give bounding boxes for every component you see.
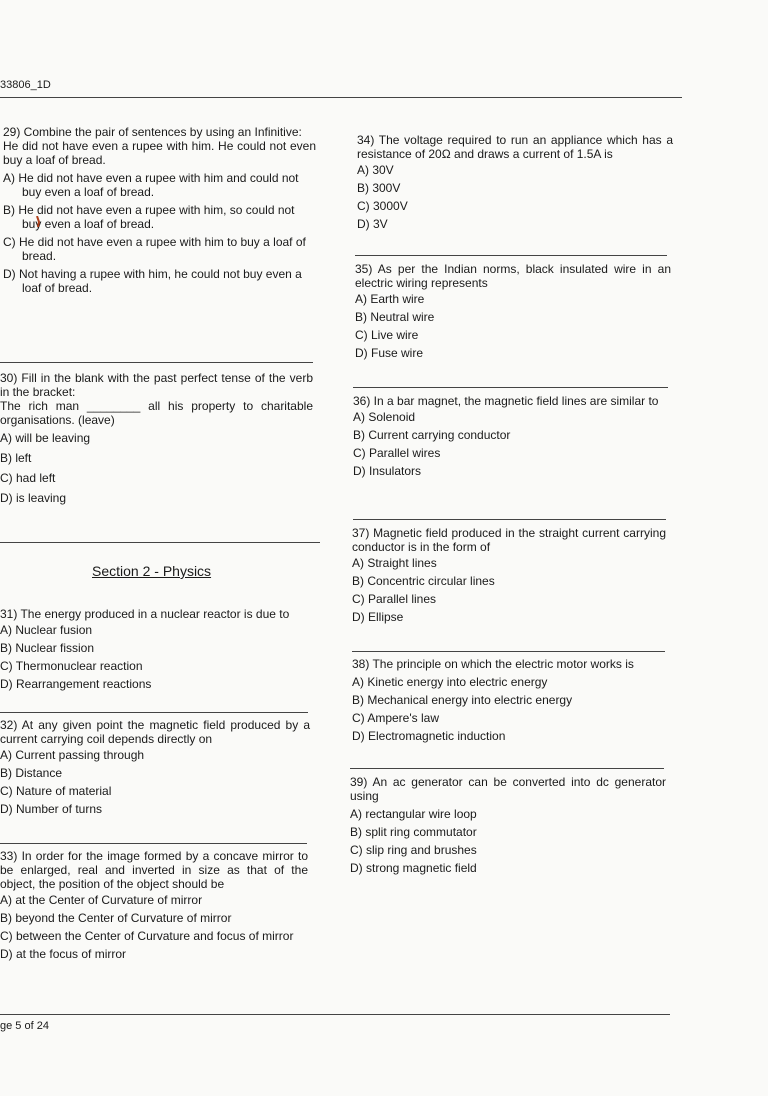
divider — [0, 843, 307, 844]
question-stem: 36) In a bar magnet, the magnetic field lines are similar to — [353, 394, 659, 408]
question-36 — [353, 394, 669, 478]
question-33 — [0, 849, 308, 961]
option-a: A) will be leaving — [0, 431, 91, 445]
page-number: ge 5 of 24 — [0, 1020, 49, 1032]
option-a: A) at the Center of Curvature of mirror — [0, 893, 203, 907]
option-a: A) rectangular wire loop — [350, 807, 477, 821]
option-a: A) Earth wire — [355, 292, 425, 306]
option-d: D) Fuse wire — [355, 346, 424, 360]
divider — [353, 519, 666, 520]
option-c: C) Nature of material — [0, 784, 112, 798]
option-b: B) split ring commutator — [350, 825, 477, 839]
question-stem: 35) As per the Indian norms, black insulated wire in an electric wiring represents — [355, 262, 671, 290]
option-d: D) Electromagnetic induction — [352, 729, 506, 743]
question-stem: 31) The energy produced in a nuclear reactor is due to — [0, 607, 290, 621]
divider — [350, 768, 664, 769]
option-b: B) beyond the Center of Curvature of mirror — [0, 911, 232, 925]
option-d: D) Number of turns — [0, 802, 103, 816]
question-35 — [355, 262, 671, 360]
option-d: D) strong magnetic field — [350, 861, 477, 875]
question-39 — [350, 775, 666, 875]
question-stem: 39) An ac generator can be converted into dc generator using — [350, 775, 666, 803]
question-stem: 30) Fill in the blank with the past perfect tense of the verb in the bracket: The rich man ________ all his property to charitable organisations. (leave) — [0, 371, 313, 427]
option-c: C) Ampere's law — [352, 711, 439, 725]
option-c: C) Parallel wires — [353, 446, 441, 460]
option-b: B) Nuclear fission — [0, 641, 95, 655]
question-stem: 38) The principle on which the electric motor works is — [352, 657, 634, 671]
document-code: 33806_1D — [0, 79, 51, 91]
divider — [353, 387, 668, 388]
divider — [0, 712, 308, 713]
option-d: D) Ellipse — [352, 610, 404, 624]
question-stem: 33) In order for the image formed by a concave mirror to be enlarged, real and inverted in size as that of the object, the position of the object should be — [0, 849, 308, 891]
question-32 — [0, 718, 310, 816]
option-d: D) Not having a rupee with him, he could not buy even a loaf of bread. — [3, 267, 302, 295]
divider — [0, 542, 320, 543]
option-a: A) Straight lines — [352, 556, 437, 570]
footer-rule — [0, 1014, 670, 1015]
question-29 — [3, 125, 316, 295]
option-c: C) He did not have even a rupee with him to buy a loaf of bread. — [3, 235, 306, 263]
option-d: D) at the focus of mirror — [0, 947, 127, 961]
option-c: C) Live wire — [355, 328, 419, 342]
question-38 — [352, 657, 668, 743]
divider — [352, 651, 665, 652]
option-d: D) Rearrangement reactions — [0, 677, 152, 691]
option-b: B) Distance — [0, 766, 63, 780]
option-c: C) between the Center of Curvature and focus of mirror — [0, 929, 294, 943]
header-rule — [0, 97, 682, 98]
divider — [355, 255, 667, 256]
option-c: C) Thermonuclear reaction — [0, 659, 143, 673]
section-title: Section 2 - Physics — [92, 563, 212, 579]
question-stem: 37) Magnetic field produced in the straight current carrying conductor is in the form of — [352, 526, 666, 554]
option-b: B) Mechanical energy into electric energy — [352, 693, 573, 707]
question-stem: 34) The voltage required to run an appliance which has a resistance of 20Ω and draws a current of 1.5A is — [357, 133, 673, 161]
option-b: B) Current carrying conductor — [353, 428, 511, 442]
option-b: B) 300V — [357, 181, 401, 195]
option-a: A) He did not have even a rupee with him and could not buy even a loaf of bread. — [3, 171, 299, 199]
question-37 — [352, 526, 666, 624]
option-c: C) Parallel lines — [352, 592, 437, 606]
option-b: B) Concentric circular lines — [352, 574, 495, 588]
option-d: D) 3V — [357, 217, 388, 231]
option-b: B) Neutral wire — [355, 310, 435, 324]
option-a: A) Current passing through — [0, 748, 145, 762]
option-a: A) Solenoid — [353, 410, 416, 424]
divider — [0, 362, 313, 363]
option-c: C) 3000V — [357, 199, 408, 213]
option-c: C) had left — [0, 471, 56, 485]
option-c: C) slip ring and brushes — [350, 843, 477, 857]
question-stem: 29) Combine the pair of sentences by using an Infinitive: He did not have even a rupee with him. He could not even buy a loaf of bread. — [3, 125, 316, 167]
option-d: D) Insulators — [353, 464, 422, 478]
option-b: B) He did not have even a rupee with him, so could not buy even a loaf of bread. — [3, 203, 295, 231]
question-stem: 32) At any given point the magnetic field produced by a current carrying coil depends directly on — [0, 718, 310, 746]
option-a: A) Nuclear fusion — [0, 623, 93, 637]
question-31 — [0, 607, 310, 691]
option-b: B) left — [0, 451, 32, 465]
option-a: A) Kinetic energy into electric energy — [352, 675, 548, 689]
question-30 — [0, 371, 313, 505]
option-a: A) 30V — [357, 163, 394, 177]
option-d: D) is leaving — [0, 491, 67, 505]
question-34 — [357, 133, 673, 231]
pen-mark — [35, 216, 41, 227]
